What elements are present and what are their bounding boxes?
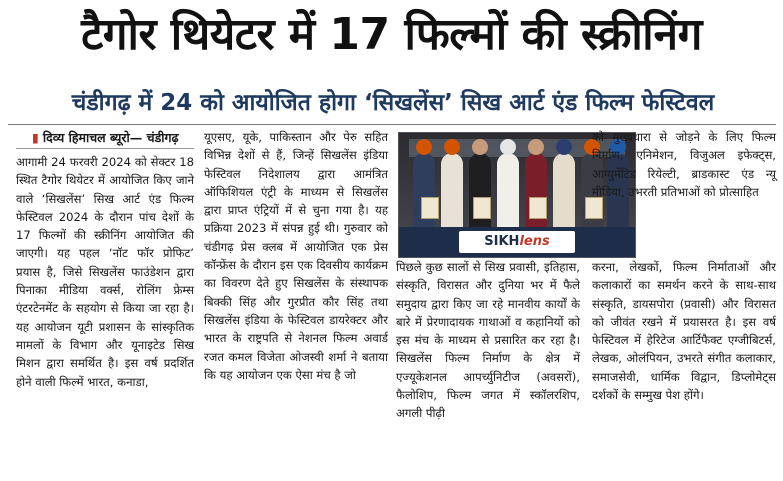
column-3-text: पिछले कुछ सालों से सिख प्रवासी, इतिहास, संस्कृति, विरासत और दुनिया भर में फैले समुदाय द्वारा किए जा रहे मानवीय कार्यों के बारे में प्रेरणादायक गाथाओं व कहानियों को इस मंच के माध्यम से प्रसारित कर रहा है। सिखलेंस फिल्म निर्माण के क्षेत्र में एज्यूकेशनल आपर्च्युनिटीज (अवसरों), फैलोशिप, फिल्म जगत में स्कॉलरशिप, अगली पीढ़ी: [396, 260, 580, 421]
photo-person: [553, 153, 575, 231]
photo-person: [441, 153, 463, 231]
byline: [16, 128, 194, 149]
photo-poster: [421, 197, 439, 219]
photo-person: [497, 153, 519, 231]
column-1-text: आगामी 24 फरवरी 2024 को सेक्टर 18 स्थित टैगोर थियेटर में आयोजित किए जाने वाले ‘सिखलेंस’ सिख आर्ट एंड फिल्म फेस्टिवल 2024 के दौरान पांच देशों के 17 फिल्मों की स्क्रीनिंग आयोजित की जाएगी। यह पहल ‘नॉट फॉर प्रोफिट’ प्रयास है, जिसे सिखलेंस फाउंडेशन द्वारा पिनाका मीडिया वर्क्स, रोलिंग फ्रेम्स एंटरटेनमेंट के सहयोग से किया जा रहा है। यह आयोजन यूटी प्रशासन के सांस्कृतिक मामलों के विभाग और यूनाइटेड सिख मिशन द्वारा समर्थित है। इस वर्ष प्रदर्शित होने वाली फिल्में भारत, कनाडा,: [16, 155, 194, 389]
column-4-bottom-text: करना, लेखकों, फिल्म निर्माताओं और कलाकारों का समर्थन करने के साथ-साथ संस्कृति, डायसपोरा (प्रवासी) और विरासत को जीवंत रखने में प्रयासरत है। इस वर्ष फेस्टिवल में हेरिटेज आर्टिफैक्ट एग्जीबिटर्स, लेखक, ओलंपियन, उभरते संगीत कलाकार, समाजसेवी, धार्मिक विद्वान, डिप्लोमेट्स दर्शकों के सम्मुख पेश होंगे।: [592, 260, 776, 403]
header-divider: [8, 124, 776, 125]
sikhlens-logo-part1: SIKH: [484, 234, 520, 249]
column-2-text: यूएसए, यूके, पाकिस्तान और पेरु सहित विभिन्न देशों से हैं, जिन्हें सिखलेंस इंडिया फेस्टिवल निदेशालय द्वारा आमंत्रित ऑफिशियल एंट्री के माध्यम से सिखलेंस द्वारा प्राप्त एंट्रियों में से चुना गया है। यह प्रक्रिया 2023 में संपन्न हुई थी। गुरुवार को चंडीगढ़ प्रेस क्लब में आयोजित एक प्रेस कॉन्फ्रेंस के दौरान इस एक दिवसीय कार्यक्रम का विवरण देते हुए सिखलेंस के संस्थापक बिक्की सिंह और गुरप्रीत कौर सिंह तथा सिखलेंस इंडिया के फेस्टिवल डायरेक्टर और भारत के राष्ट्रपति से नेशनल फिल्म अवार्ड रजत कमल विजेता ओजस्वी शर्मा ने बताया कि यह आयोजन एक ऐसा मंच है जो: [204, 130, 388, 382]
photo-person: [525, 153, 547, 231]
photo-poster: [473, 197, 491, 219]
article-column-2: [204, 128, 388, 384]
byline-text: दिव्य हिमाचल ब्यूरो— चंडीगढ़: [42, 130, 179, 145]
photo-person: [469, 153, 491, 231]
article-column-1: [16, 128, 194, 391]
column-4-top-text: को मुख्यधारा से जोड़ने के लिए फिल्म निर्माण, एनिमेशन, विजुअल इफेक्ट्स, आग्युमेंटिड रियेल्टी, ब्राडकास्ट एंड न्यू मीडिया, उभरती प्रतिभाओं को प्रोत्साहित: [592, 130, 776, 199]
article-column-4-bottom: [592, 258, 776, 404]
sikhlens-logo-part2: lens: [519, 234, 550, 249]
byline-marker-icon: ▮: [32, 130, 39, 145]
subheadline: चंडीगढ़ में 24 को आयोजित होगा ‘सिखलेंस’ सिख आर्ट एंड फिल्म फेस्टिवल: [71, 90, 715, 116]
sikhlens-logo: [459, 231, 575, 253]
headline: टैगोर थियेटर में 17 फिल्मों की स्क्रीनिंग: [81, 9, 702, 60]
photo-poster: [529, 197, 547, 219]
article-column-4-top: [592, 128, 776, 201]
article-column-3: [396, 258, 580, 423]
photo-person: [413, 153, 435, 231]
